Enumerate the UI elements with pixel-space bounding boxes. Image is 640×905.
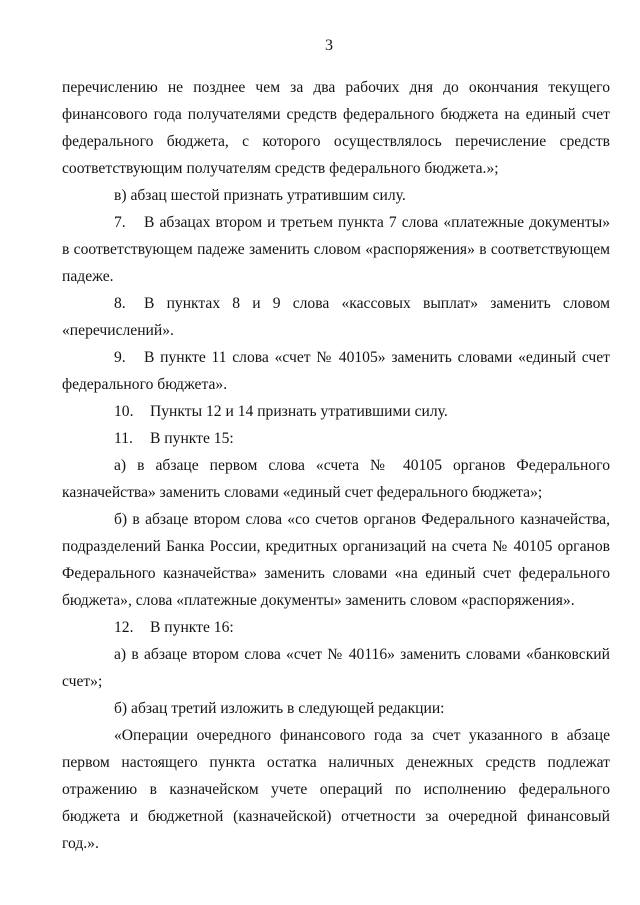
paragraph-item-11 bbox=[62, 425, 610, 452]
paragraph-subitem-b bbox=[62, 506, 610, 614]
paragraph-item-8 bbox=[62, 290, 610, 344]
paragraph-text: б) в абзаце втором слова «со счетов органов Федерального казначейства, подразделений Банка России, кредитных организаций на счета № 40105 органов Федерального казначейства» заменить словами «на единый счет федерального бюджета», слова «платежные документы» заменить словом «распоряжения». bbox=[62, 511, 610, 609]
paragraph-text: перечислению не позднее чем за два рабочих дня до окончания текущего финансового года получателями средств федерального бюджета на единый счет федерального бюджета, с которого осуществлялось перечисление средств соответствующим получателям средств федерального бюджета.»; bbox=[62, 79, 610, 177]
document-body bbox=[62, 74, 610, 857]
paragraph-text: а) в абзаце первом слова «счета № 40105 органов Федерального казначейства» заменить словами «единый счет федерального бюджета»; bbox=[62, 457, 610, 501]
paragraph-number: 7. bbox=[114, 214, 126, 231]
paragraph-text: В абзацах втором и третьем пункта 7 слова «платежные документы» в соответствующем падеже заменить словом «распоряжения» в соответствующем падеже. bbox=[62, 214, 610, 285]
paragraph-text: В пунктах 8 и 9 слова «кассовых выплат» заменить словом «перечислений». bbox=[62, 295, 610, 339]
paragraph-subitem-b bbox=[62, 695, 610, 722]
paragraph-text: В пункте 11 слова «счет № 40105» заменить словами «единый счет федерального бюджета». bbox=[62, 349, 610, 393]
page-number: 3 bbox=[325, 37, 333, 54]
paragraph-subitem-v bbox=[62, 182, 610, 209]
paragraph-quoted-text bbox=[62, 722, 610, 857]
paragraph-text: Пункты 12 и 14 признать утратившими силу. bbox=[150, 403, 448, 420]
paragraph-subitem-a bbox=[62, 641, 610, 695]
paragraph-text: в) абзац шестой признать утратившим силу. bbox=[114, 187, 406, 204]
paragraph-number: 10. bbox=[114, 403, 134, 420]
paragraph-subitem-a bbox=[62, 452, 610, 506]
paragraph-number: 11. bbox=[114, 430, 133, 447]
paragraph-number: 9. bbox=[114, 349, 126, 366]
paragraph-item-9 bbox=[62, 344, 610, 398]
paragraph-text: а) в абзаце втором слова «счет № 40116» заменить словами «банковский счет»; bbox=[62, 646, 610, 690]
paragraph-text: В пункте 15: bbox=[150, 430, 234, 447]
paragraph-text: б) абзац третий изложить в следующей редакции: bbox=[114, 700, 445, 717]
paragraph-continuation bbox=[62, 74, 610, 182]
paragraph-item-12 bbox=[62, 614, 610, 641]
paragraph-text: «Операции очередного финансового года за счет указанного в абзаце первом настоящего пункта остатка наличных денежных средств подлежат отражению в казначейском учете операций по исполнению федерального бюджета и бюджетной (казначейской) отчетности за очередной финансовый год.». bbox=[62, 727, 610, 852]
paragraph-item-10 bbox=[62, 398, 610, 425]
paragraph-item-7 bbox=[62, 209, 610, 290]
paragraph-number: 8. bbox=[114, 295, 126, 312]
paragraph-number: 12. bbox=[114, 619, 134, 636]
paragraph-text: В пункте 16: bbox=[150, 619, 234, 636]
